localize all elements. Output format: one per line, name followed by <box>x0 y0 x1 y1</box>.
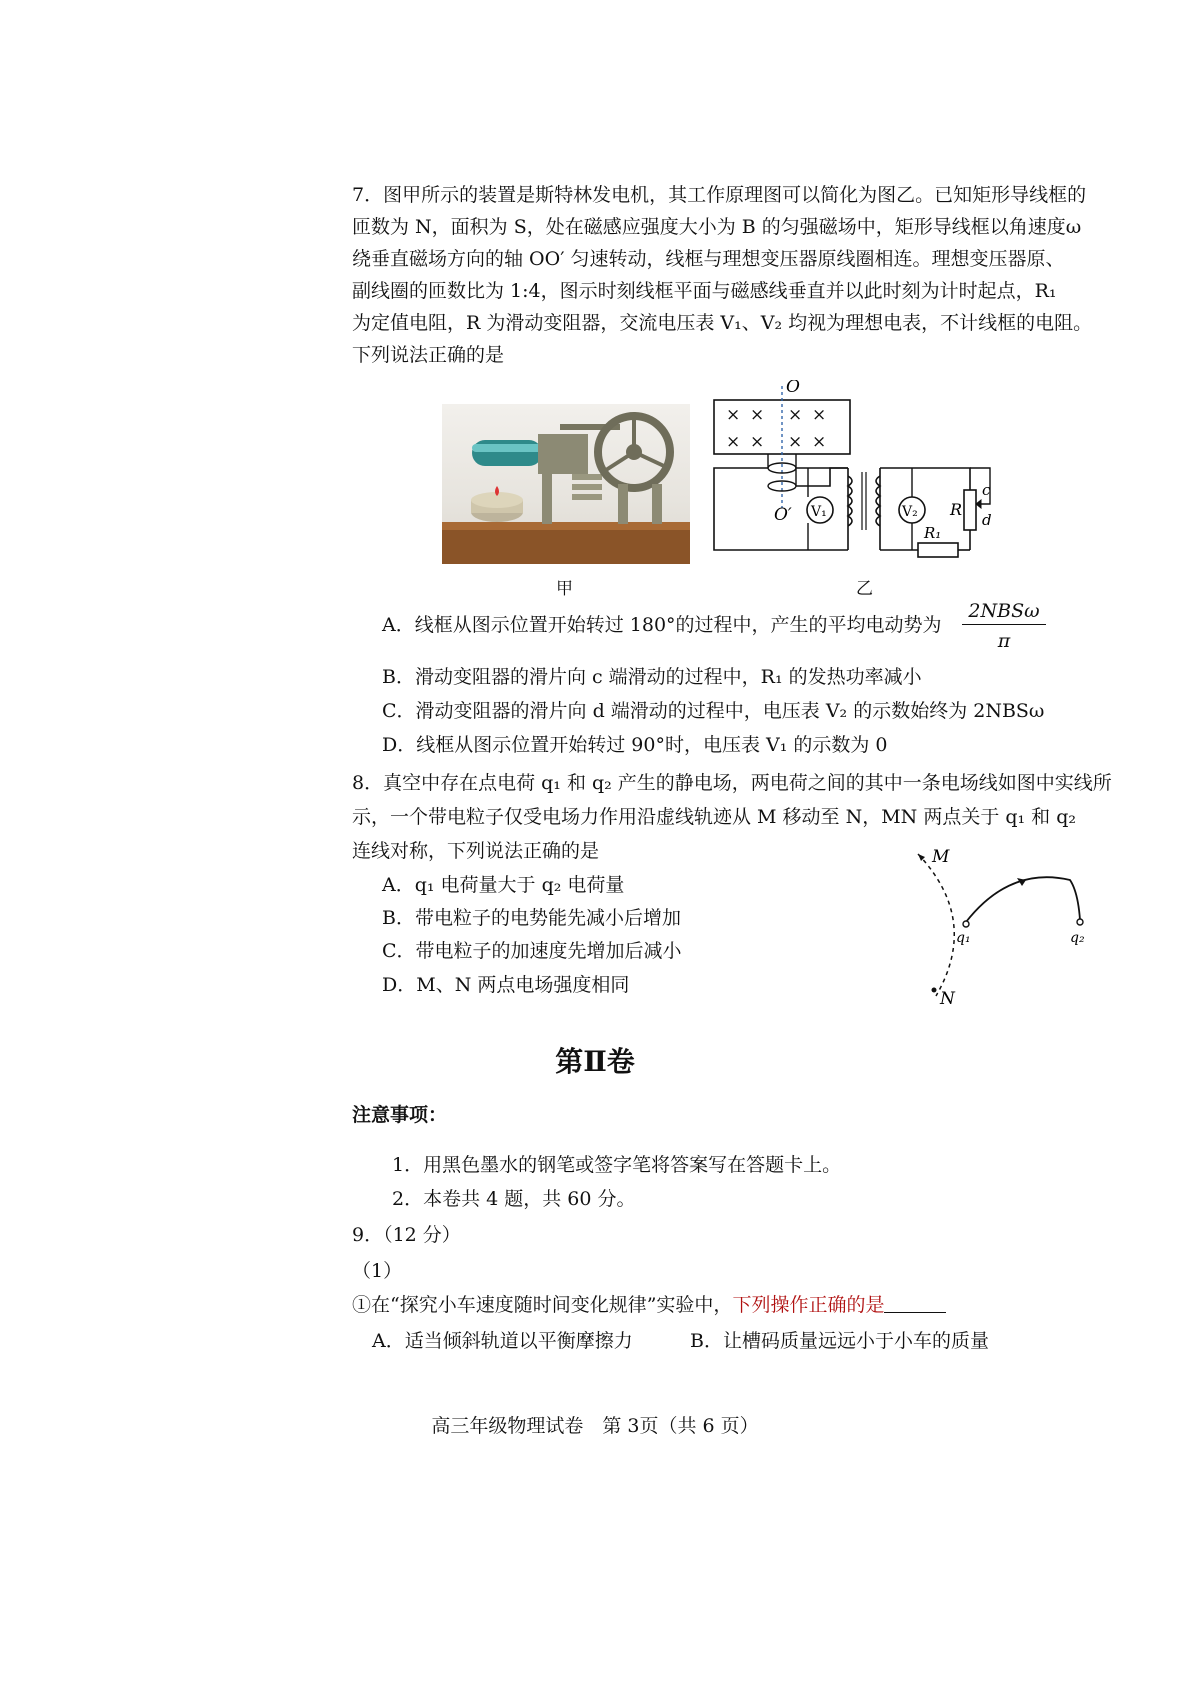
q7-line-3: 绕垂直磁场方向的轴 OO′ 匀速转动，线框与理想变压器原线圈相连。理想变压器原、 <box>352 248 1065 270</box>
field-mark: × <box>750 432 765 452</box>
q9-option-a: A．适当倾斜轨道以平衡摩擦力 <box>372 1330 633 1352</box>
q7-option-c: C．滑动变阻器的滑片向 d 端滑动的过程中，电压表 V₂ 的示数始终为 2NBSω <box>382 700 1045 722</box>
stirling-engine-photo <box>442 404 690 564</box>
q7-line-1: 7．图甲所示的装置是斯特林发电机，其工作原理图可以简化为图乙。已知矩形导线框的 <box>352 184 1087 206</box>
axis-bottom-label: O′ <box>774 505 792 525</box>
q8-line-2: 示，一个带电粒子仅受电场力作用沿虚线轨迹从 M 移动至 N，MN 两点关于 q₁ 和 q₂ <box>352 806 1076 828</box>
r-label: R <box>950 500 963 519</box>
fraction-numerator: 2NBSω <box>962 598 1046 625</box>
notice-item-1: 1．用黑色墨水的钢笔或签字笔将答案写在答题卡上。 <box>392 1154 842 1176</box>
field-mark: × <box>726 405 741 425</box>
section-title: 第Ⅱ卷 <box>555 1045 635 1078</box>
q9-sub1-prefix: ①在“探究小车速度随时间变化规律”实验中， <box>352 1294 733 1316</box>
figure-yi-caption: 乙 <box>856 579 873 599</box>
q7-option-a: A．线框从图示位置开始转过 180°的过程中，产生的平均电动势为 <box>382 614 942 636</box>
q8-option-a: A．q₁ 电荷量大于 q₂ 电荷量 <box>382 874 625 896</box>
label-n: N <box>940 989 955 1009</box>
page-footer: 高三年级物理试卷 第 3页（共 6 页） <box>431 1415 759 1437</box>
axis-top-label: O <box>786 380 800 397</box>
q7-line-5: 为定值电阻，R 为滑动变阻器，交流电压表 V₁、V₂ 均视为理想电表，不计线框的电阻。 <box>352 312 1093 334</box>
field-mark: × <box>726 432 741 452</box>
q9-sub1 <box>352 1292 946 1318</box>
q9-sub1-red: 下列操作正确的是 <box>732 1294 885 1316</box>
field-mark: × <box>788 432 803 452</box>
field-mark: × <box>812 405 827 425</box>
q8-line-1: 8．真空中存在点电荷 q₁ 和 q₂ 产生的静电场，两电荷之间的其中一条电场线如图中实线所 <box>352 772 1112 794</box>
notice-title: 注意事项： <box>352 1104 448 1126</box>
fraction-denominator: π <box>997 630 1011 652</box>
field-mark: × <box>788 405 803 425</box>
field-mark: × <box>750 405 765 425</box>
label-m: M <box>932 847 950 867</box>
v1-label: V₁ <box>811 504 827 520</box>
electric-field-diagram <box>910 840 1100 1010</box>
q8-option-d: D．M、N 两点电场强度相同 <box>382 974 630 996</box>
d-label: d <box>982 511 992 529</box>
q7-line-6: 下列说法正确的是 <box>352 344 505 366</box>
field-mark: × <box>812 432 827 452</box>
q8-option-b: B．带电粒子的电势能先减小后增加 <box>382 907 681 929</box>
notice-item-2: 2．本卷共 4 题，共 60 分。 <box>392 1188 636 1210</box>
figure-jia-caption: 甲 <box>556 579 573 599</box>
label-q2: q₂ <box>1070 930 1085 946</box>
q7-option-d: D．线框从图示位置开始转过 90°时，电压表 V₁ 的示数为 0 <box>382 734 888 756</box>
circuit-diagram <box>700 380 1060 570</box>
c-label: c <box>982 481 991 499</box>
q9-part: （1） <box>352 1260 403 1282</box>
q9-head: 9．（12 分） <box>352 1224 461 1246</box>
q8-line-3: 连线对称，下列说法正确的是 <box>352 840 600 862</box>
r1-label: R₁ <box>924 524 942 542</box>
q7-option-b: B．滑动变阻器的滑片向 c 端滑动的过程中，R₁ 的发热功率减小 <box>382 666 922 688</box>
answer-blank <box>884 1294 946 1313</box>
v2-label: V₂ <box>902 504 918 520</box>
label-q1: q₁ <box>956 930 971 946</box>
q7-line-4: 副线圈的匝数比为 1:4，图示时刻线框平面与磁感线垂直并以此时刻为计时起点，R₁ <box>352 280 1057 302</box>
q7-line-2: 匝数为 N，面积为 S，处在磁感应强度大小为 B 的匀强磁场中，矩形导线框以角速度ω <box>352 216 1082 238</box>
q9-option-b: B．让槽码质量远远小于小车的质量 <box>690 1330 989 1352</box>
q8-option-c: C．带电粒子的加速度先增加后减小 <box>382 940 682 962</box>
